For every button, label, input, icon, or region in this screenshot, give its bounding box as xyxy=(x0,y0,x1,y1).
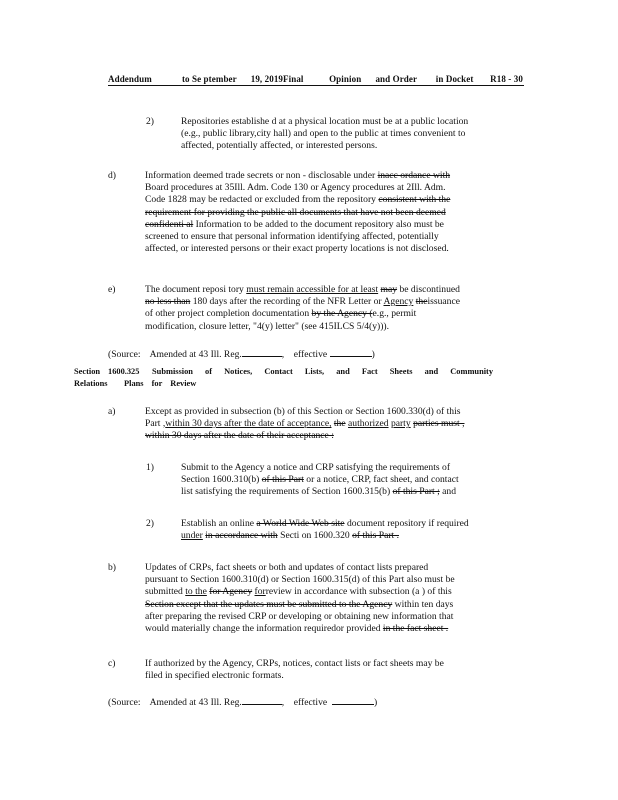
item-c-label: c) xyxy=(108,658,116,669)
item-a-text: Except as provided in subsection (b) of this Section or Section 1600.330(d) of this Part ,within 30 days after the date of acceptance, the authorized party parties must , within 30 days after the date of their acceptance : xyxy=(145,406,465,442)
running-header xyxy=(108,74,524,86)
item-b-label: b) xyxy=(108,562,116,573)
header-docket-number: R18 - 30 xyxy=(490,74,523,84)
header-docket: in Docket xyxy=(435,74,474,84)
item-d-text: Information deemed trade secrets or non - disclosable under inacc ordance with Board procedures at 35Ill. Adm. Code 130 or Agency procedures at 2Ill. Adm. Code 1828 may be redacted or excluded from the repository consistent with the requirement for providing the public all documents that have not been deemed confidenti al Information to be added to the document repository also must be screened to ensure that personal information identifying affected, potentially affected, or interested persons or their exact property locations is not disclosed. xyxy=(145,170,451,255)
item-d-label: d) xyxy=(108,170,116,181)
item-a1-text: Submit to the Agency a notice and CRP satisfying the requirements of Section 1600.310(b) of this Part or a notice, CRP, fact sheet, and contact list satisfying the requirements of Section 1600.315(b) of this Part ; and xyxy=(181,462,459,498)
item-a-label: a) xyxy=(108,406,116,417)
item-b-text: Updates of CRPs, fact sheets or both and updates of contact lists prepared pursuant to Section 1600.310(d) or Section 1600.315(d) of this Part also must be submitted to the for Agency forreview in accordance with subsection (a ) of this Section except that the updates must be submitted to the Agency within ten days after preparing the revised CRP or developing or obtaining new information that would materially change the information requiredor provided in the fact sheet . xyxy=(145,562,455,635)
item-a1-label: 1) xyxy=(146,462,154,473)
header-order: and Order xyxy=(375,74,418,84)
item-a2-label: 2) xyxy=(146,518,154,529)
item-e-text: The document reposi tory must remain accessible for at least may be discontinued no less than 180 days after the recording of the NFR Letter or Agency theissuance of other project completion documentation by the Agency (e.g., permit modification, closure letter, "4(y) letter" (see 415ILCS 5/4(y))). xyxy=(145,284,460,332)
header-date: to Se ptember xyxy=(181,74,237,84)
source-note-2: (Source: Amended at 43 Ill. Reg. , effective ) xyxy=(108,697,378,708)
item-2-label: 2) xyxy=(146,116,154,127)
header-year: 19, 2019Final xyxy=(250,74,304,84)
header-left: Addendum xyxy=(108,74,152,84)
header-opinion: Opinion xyxy=(329,74,362,84)
source-note-1: (Source: Amended at 43 Ill. Reg. , effective ) xyxy=(108,349,375,360)
section-heading: Section 1600.325 Submission of Notices, Contact Lists, and Fact Sheets and Community Relations Plans for Review xyxy=(74,367,494,388)
item-e-label: e) xyxy=(108,284,116,295)
item-2-text: Repositories establishe d at a physical location must be at a public location (e.g., public library,city hall) and open to the public at times convenient to affected, potentially affected, or interested persons. xyxy=(181,116,469,152)
item-a2-text: Establish an online a World Wide Web site document repository if required under in accordance with Secti on 1600.320 of this Part . xyxy=(181,518,469,542)
item-c-text: If authorized by the Agency, CRPs, notices, contact lists or fact sheets may be filed in specified electronic formats. xyxy=(145,658,444,682)
